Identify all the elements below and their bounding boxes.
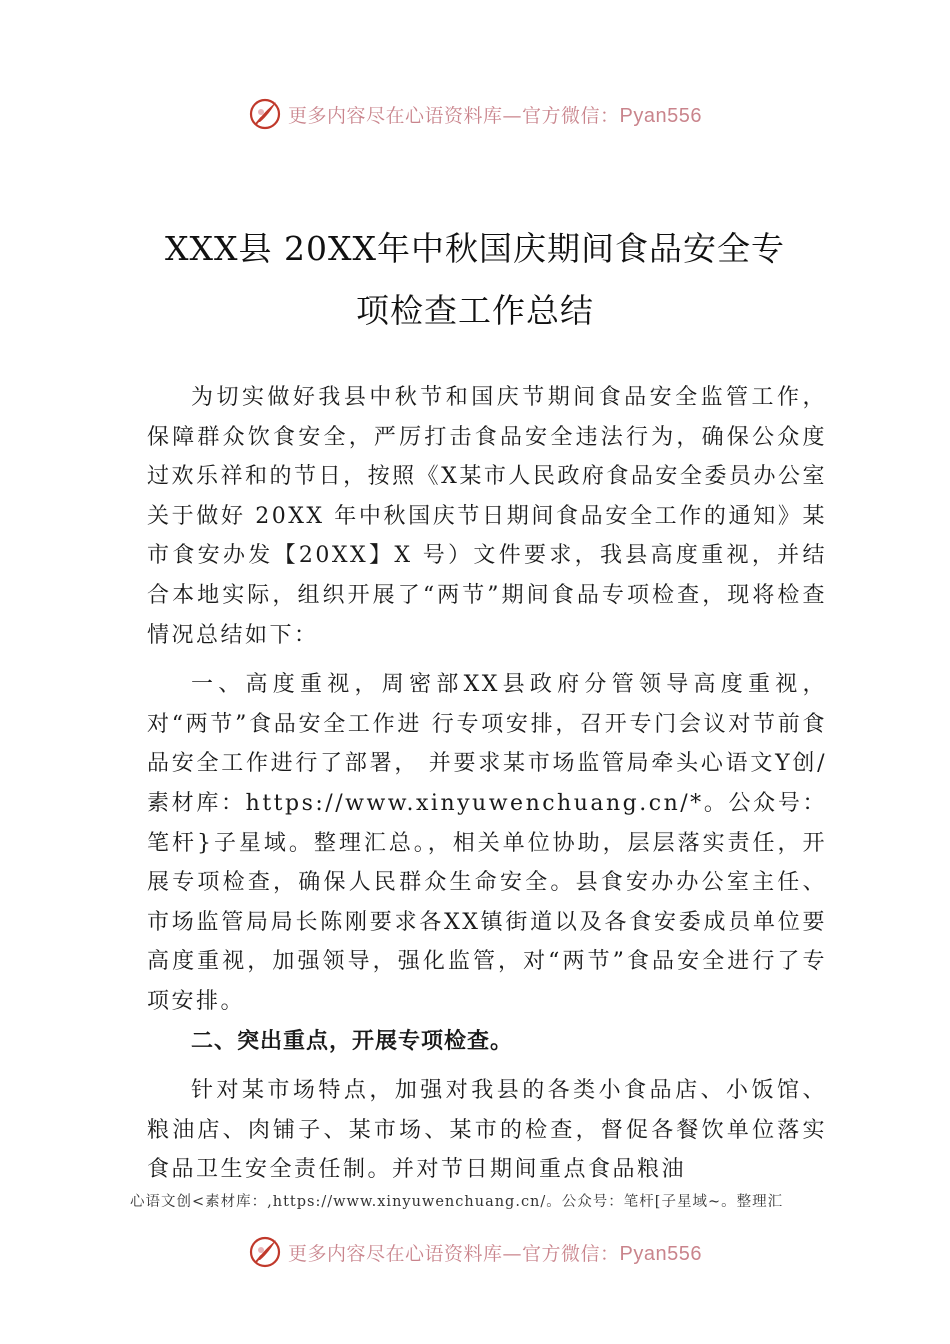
section-two-heading: 二、突出重点，开展专项检查。 xyxy=(191,1028,514,1054)
document-body xyxy=(147,378,827,1190)
document-title xyxy=(90,218,860,342)
section-one-paragraph: 一、高度重视，周密部XX县政府分管领导高度重视，对“两节”食品安全工作进 行专项安排，召开专门会议对节前食品安全工作进行了部署， 并要求某市场监管局牵头心语文Y创/素材库：https://www.xinyuwenchuang.cn/*。公众号：笔杆}子星域。整理汇总。，相关单位协助，层层落实责任，开展专项检查，确保人民群众生命安全。县食安办办公室主任、市场监管局局长陈刚要求各XX镇街道以及各食安委成员单位要高度重视，加强领导，强化监管，对“两节”食品安全进行了专项安排。 xyxy=(147,672,827,1014)
title-line-1: XXX县 20XX年中秋国庆期间食品安全专 xyxy=(165,229,785,268)
quill-logo-icon xyxy=(248,97,282,131)
intro-paragraph: 为切实做好我县中秋节和国庆节期间食品安全监管工作，保障群众饮食安全，严厉打击食品安全违法行为，确保公众度过欢乐祥和的节日，按照《X某市人民政府食品安全委员办公室关于做好 20XX 年中秋国庆节日期间食品安全工作的通知》某市食安办发【20XX】X 号）文件要求，我县高度重视，并结合本地实际，组织开展了“两节”期间食品专项检查，现将检查情况总结如下： xyxy=(147,385,827,648)
footer-watermark-line: 心语文创<素材库：,https://www.xinyuwenchuang.cn/。公众号：笔杆[子星域~。整理汇 xyxy=(130,1194,784,1210)
banner-text: 更多内容尽在心语资料库—官方微信：Pyan556 xyxy=(288,104,702,127)
section-two-paragraph: 针对某市场特点，加强对我县的各类小食品店、小饭馆、粮油店、肉铺子、某市场、某市的检查，督促各餐饮单位落实食品卫生安全责任制。并对节日期间重点食品粮油 xyxy=(147,1078,827,1183)
wechat-handle: Pyan556 xyxy=(619,1242,702,1265)
footer-banner xyxy=(0,1232,950,1272)
wechat-handle: Pyan556 xyxy=(619,104,702,127)
title-line-2: 项检查工作总结 xyxy=(356,291,594,330)
quill-logo-icon xyxy=(248,1235,282,1269)
header-banner xyxy=(0,94,950,134)
banner-text: 更多内容尽在心语资料库—官方微信：Pyan556 xyxy=(288,1242,702,1265)
